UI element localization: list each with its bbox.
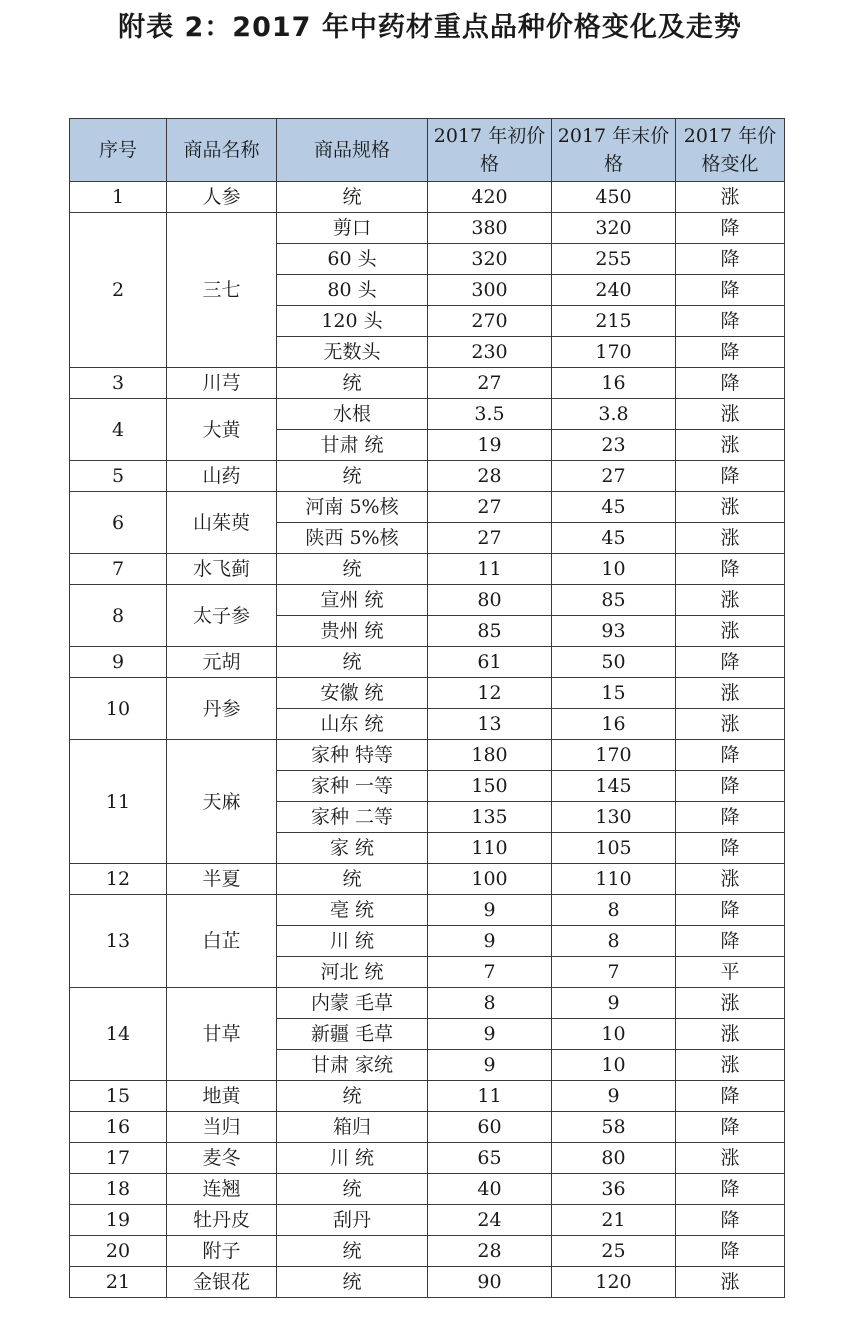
cell-start-price: 180 [428, 740, 552, 771]
cell-name: 水飞蓟 [167, 554, 277, 585]
cell-start-price: 300 [428, 275, 552, 306]
cell-no: 3 [70, 368, 167, 399]
table-row [70, 1236, 785, 1267]
cell-end-price: 27 [552, 461, 676, 492]
cell-start-price: 420 [428, 182, 552, 213]
cell-price-change: 降 [676, 926, 785, 957]
cell-name: 麦冬 [167, 1143, 277, 1174]
cell-no: 14 [70, 988, 167, 1081]
cell-end-price: 15 [552, 678, 676, 709]
cell-spec: 河南 5%核 [277, 492, 428, 523]
cell-spec: 陕西 5%核 [277, 523, 428, 554]
table-row [70, 399, 785, 430]
cell-no: 21 [70, 1267, 167, 1298]
table-row [70, 585, 785, 616]
cell-price-change: 降 [676, 1081, 785, 1112]
cell-no: 20 [70, 1236, 167, 1267]
cell-end-price: 145 [552, 771, 676, 802]
cell-name: 牡丹皮 [167, 1205, 277, 1236]
cell-end-price: 93 [552, 616, 676, 647]
cell-start-price: 135 [428, 802, 552, 833]
cell-no: 13 [70, 895, 167, 988]
cell-end-price: 8 [552, 926, 676, 957]
cell-price-change: 涨 [676, 616, 785, 647]
cell-start-price: 24 [428, 1205, 552, 1236]
cell-end-price: 58 [552, 1112, 676, 1143]
cell-start-price: 60 [428, 1112, 552, 1143]
cell-spec: 内蒙 毛草 [277, 988, 428, 1019]
cell-start-price: 11 [428, 554, 552, 585]
cell-end-price: 3.8 [552, 399, 676, 430]
header-start-price: 2017 年初价格 [428, 119, 552, 182]
cell-spec: 60 头 [277, 244, 428, 275]
cell-end-price: 45 [552, 492, 676, 523]
cell-price-change: 降 [676, 1205, 785, 1236]
cell-price-change: 降 [676, 802, 785, 833]
cell-name: 天麻 [167, 740, 277, 864]
table-row [70, 1174, 785, 1205]
cell-end-price: 130 [552, 802, 676, 833]
cell-spec: 家种 二等 [277, 802, 428, 833]
cell-price-change: 降 [676, 244, 785, 275]
cell-start-price: 8 [428, 988, 552, 1019]
cell-spec: 川 统 [277, 926, 428, 957]
cell-start-price: 9 [428, 895, 552, 926]
table-row [70, 1205, 785, 1236]
cell-spec: 亳 统 [277, 895, 428, 926]
cell-price-change: 涨 [676, 1050, 785, 1081]
cell-name: 元胡 [167, 647, 277, 678]
cell-end-price: 23 [552, 430, 676, 461]
cell-end-price: 120 [552, 1267, 676, 1298]
cell-price-change: 涨 [676, 399, 785, 430]
cell-no: 2 [70, 213, 167, 368]
cell-price-change: 涨 [676, 1143, 785, 1174]
cell-price-change: 平 [676, 957, 785, 988]
cell-no: 8 [70, 585, 167, 647]
cell-no: 10 [70, 678, 167, 740]
table-row [70, 213, 785, 244]
price-table [69, 118, 785, 1298]
cell-price-change: 降 [676, 337, 785, 368]
cell-start-price: 9 [428, 1019, 552, 1050]
cell-start-price: 110 [428, 833, 552, 864]
cell-spec: 剪口 [277, 213, 428, 244]
cell-start-price: 90 [428, 1267, 552, 1298]
cell-end-price: 110 [552, 864, 676, 895]
cell-no: 1 [70, 182, 167, 213]
cell-spec: 箱归 [277, 1112, 428, 1143]
cell-start-price: 19 [428, 430, 552, 461]
cell-price-change: 降 [676, 461, 785, 492]
table-row [70, 1267, 785, 1298]
cell-name: 地黄 [167, 1081, 277, 1112]
cell-price-change: 涨 [676, 988, 785, 1019]
cell-no: 18 [70, 1174, 167, 1205]
cell-end-price: 9 [552, 988, 676, 1019]
cell-end-price: 50 [552, 647, 676, 678]
cell-end-price: 10 [552, 1050, 676, 1081]
cell-start-price: 9 [428, 1050, 552, 1081]
cell-end-price: 10 [552, 1019, 676, 1050]
table-row [70, 182, 785, 213]
cell-spec: 家 统 [277, 833, 428, 864]
cell-spec: 统 [277, 1267, 428, 1298]
cell-start-price: 65 [428, 1143, 552, 1174]
cell-price-change: 降 [676, 1174, 785, 1205]
cell-price-change: 涨 [676, 864, 785, 895]
cell-price-change: 降 [676, 647, 785, 678]
cell-start-price: 61 [428, 647, 552, 678]
cell-end-price: 450 [552, 182, 676, 213]
cell-spec: 水根 [277, 399, 428, 430]
cell-start-price: 150 [428, 771, 552, 802]
cell-no: 17 [70, 1143, 167, 1174]
cell-name: 川芎 [167, 368, 277, 399]
cell-spec: 宣州 统 [277, 585, 428, 616]
cell-start-price: 27 [428, 368, 552, 399]
cell-name: 山药 [167, 461, 277, 492]
table-row [70, 1081, 785, 1112]
cell-name: 三七 [167, 213, 277, 368]
cell-name: 半夏 [167, 864, 277, 895]
cell-end-price: 7 [552, 957, 676, 988]
header-price-change: 2017 年价格变化 [676, 119, 785, 182]
cell-spec: 统 [277, 368, 428, 399]
cell-start-price: 28 [428, 1236, 552, 1267]
cell-name: 太子参 [167, 585, 277, 647]
cell-end-price: 105 [552, 833, 676, 864]
cell-name: 人参 [167, 182, 277, 213]
cell-end-price: 16 [552, 368, 676, 399]
cell-spec: 甘肃 统 [277, 430, 428, 461]
header-no: 序号 [70, 119, 167, 182]
cell-end-price: 215 [552, 306, 676, 337]
cell-end-price: 170 [552, 337, 676, 368]
cell-spec: 家种 特等 [277, 740, 428, 771]
cell-price-change: 涨 [676, 1019, 785, 1050]
table-row [70, 1112, 785, 1143]
cell-price-change: 降 [676, 368, 785, 399]
cell-name: 白芷 [167, 895, 277, 988]
cell-spec: 山东 统 [277, 709, 428, 740]
cell-start-price: 85 [428, 616, 552, 647]
cell-end-price: 9 [552, 1081, 676, 1112]
cell-price-change: 涨 [676, 523, 785, 554]
cell-name: 丹参 [167, 678, 277, 740]
cell-name: 附子 [167, 1236, 277, 1267]
table-row [70, 554, 785, 585]
cell-end-price: 170 [552, 740, 676, 771]
cell-price-change: 降 [676, 213, 785, 244]
cell-spec: 新疆 毛草 [277, 1019, 428, 1050]
cell-end-price: 36 [552, 1174, 676, 1205]
cell-price-change: 降 [676, 1112, 785, 1143]
cell-name: 大黄 [167, 399, 277, 461]
table-row [70, 647, 785, 678]
cell-spec: 统 [277, 647, 428, 678]
cell-no: 9 [70, 647, 167, 678]
table-body [70, 182, 785, 1298]
table-row [70, 1143, 785, 1174]
cell-start-price: 80 [428, 585, 552, 616]
cell-price-change: 涨 [676, 182, 785, 213]
table-row [70, 988, 785, 1019]
cell-start-price: 27 [428, 492, 552, 523]
cell-end-price: 255 [552, 244, 676, 275]
cell-no: 15 [70, 1081, 167, 1112]
cell-start-price: 11 [428, 1081, 552, 1112]
cell-price-change: 降 [676, 1236, 785, 1267]
cell-spec: 河北 统 [277, 957, 428, 988]
cell-spec: 川 统 [277, 1143, 428, 1174]
cell-no: 4 [70, 399, 167, 461]
cell-start-price: 3.5 [428, 399, 552, 430]
cell-end-price: 21 [552, 1205, 676, 1236]
cell-start-price: 230 [428, 337, 552, 368]
cell-no: 6 [70, 492, 167, 554]
header-name: 商品名称 [167, 119, 277, 182]
cell-price-change: 涨 [676, 1267, 785, 1298]
cell-start-price: 100 [428, 864, 552, 895]
cell-no: 7 [70, 554, 167, 585]
table-row [70, 740, 785, 771]
cell-end-price: 80 [552, 1143, 676, 1174]
cell-spec: 120 头 [277, 306, 428, 337]
cell-name: 甘草 [167, 988, 277, 1081]
cell-spec: 统 [277, 461, 428, 492]
table-row [70, 492, 785, 523]
table-row [70, 368, 785, 399]
cell-spec: 统 [277, 1236, 428, 1267]
cell-end-price: 16 [552, 709, 676, 740]
cell-price-change: 涨 [676, 585, 785, 616]
cell-spec: 80 头 [277, 275, 428, 306]
cell-end-price: 85 [552, 585, 676, 616]
cell-end-price: 320 [552, 213, 676, 244]
cell-spec: 无数头 [277, 337, 428, 368]
table-row [70, 461, 785, 492]
cell-start-price: 270 [428, 306, 552, 337]
cell-start-price: 40 [428, 1174, 552, 1205]
cell-spec: 统 [277, 1174, 428, 1205]
cell-start-price: 7 [428, 957, 552, 988]
cell-price-change: 降 [676, 771, 785, 802]
cell-price-change: 降 [676, 740, 785, 771]
cell-spec: 刮丹 [277, 1205, 428, 1236]
cell-name: 山茱萸 [167, 492, 277, 554]
cell-no: 11 [70, 740, 167, 864]
cell-price-change: 降 [676, 895, 785, 926]
header-spec: 商品规格 [277, 119, 428, 182]
cell-spec: 家种 一等 [277, 771, 428, 802]
cell-no: 12 [70, 864, 167, 895]
cell-spec: 安徽 统 [277, 678, 428, 709]
cell-price-change: 涨 [676, 678, 785, 709]
cell-name: 金银花 [167, 1267, 277, 1298]
table-row [70, 678, 785, 709]
table-row [70, 895, 785, 926]
cell-spec: 统 [277, 864, 428, 895]
cell-spec: 贵州 统 [277, 616, 428, 647]
cell-price-change: 降 [676, 554, 785, 585]
cell-start-price: 27 [428, 523, 552, 554]
cell-start-price: 28 [428, 461, 552, 492]
page-title: 附表 2：2017 年中药材重点品种价格变化及走势 [118, 12, 742, 43]
cell-price-change: 降 [676, 275, 785, 306]
table-row [70, 864, 785, 895]
cell-price-change: 涨 [676, 430, 785, 461]
cell-end-price: 25 [552, 1236, 676, 1267]
cell-start-price: 380 [428, 213, 552, 244]
table-header-row [70, 119, 785, 182]
cell-no: 5 [70, 461, 167, 492]
cell-spec: 甘肃 家统 [277, 1050, 428, 1081]
cell-price-change: 降 [676, 833, 785, 864]
cell-end-price: 240 [552, 275, 676, 306]
cell-end-price: 10 [552, 554, 676, 585]
cell-start-price: 12 [428, 678, 552, 709]
cell-price-change: 涨 [676, 709, 785, 740]
cell-end-price: 8 [552, 895, 676, 926]
cell-start-price: 9 [428, 926, 552, 957]
cell-name: 当归 [167, 1112, 277, 1143]
cell-price-change: 涨 [676, 492, 785, 523]
cell-no: 19 [70, 1205, 167, 1236]
cell-start-price: 13 [428, 709, 552, 740]
cell-spec: 统 [277, 1081, 428, 1112]
cell-start-price: 320 [428, 244, 552, 275]
cell-end-price: 45 [552, 523, 676, 554]
header-end-price: 2017 年末价格 [552, 119, 676, 182]
cell-price-change: 降 [676, 306, 785, 337]
cell-spec: 统 [277, 182, 428, 213]
cell-spec: 统 [277, 554, 428, 585]
cell-no: 16 [70, 1112, 167, 1143]
cell-name: 连翘 [167, 1174, 277, 1205]
